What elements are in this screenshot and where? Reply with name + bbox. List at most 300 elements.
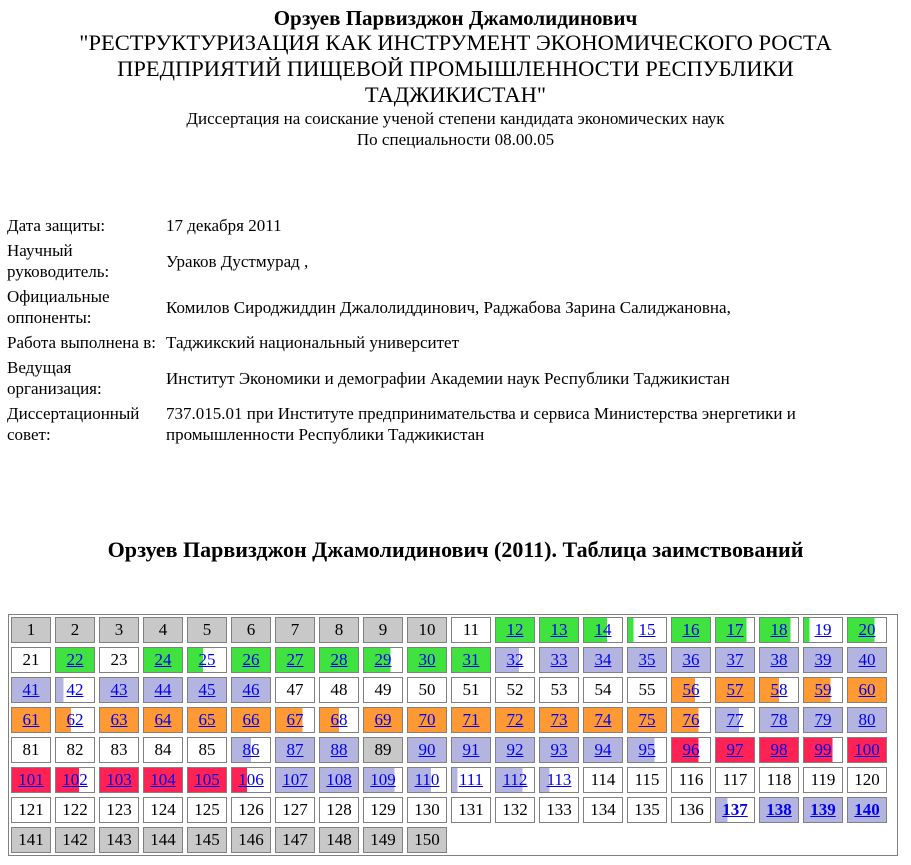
- page-cell[interactable]: [99, 707, 139, 733]
- page-link[interactable]: 63: [110, 710, 128, 729]
- page-link[interactable]: 138: [766, 800, 792, 819]
- page-cell[interactable]: [627, 737, 667, 763]
- page-link[interactable]: 18: [770, 620, 788, 639]
- page-cell[interactable]: [671, 617, 711, 643]
- page-link[interactable]: 74: [594, 710, 612, 729]
- page-link[interactable]: 93: [550, 740, 568, 759]
- page-cell[interactable]: [583, 737, 623, 763]
- info-row: [6, 356, 892, 400]
- page-cell[interactable]: [847, 737, 887, 763]
- info-value: Ураков Дустмурад ,: [166, 251, 309, 271]
- page-cell[interactable]: [231, 677, 271, 703]
- page-link[interactable]: 113: [546, 770, 572, 789]
- page-number: 55: [638, 680, 656, 699]
- page-number: 11: [462, 620, 480, 639]
- page-number: 120: [854, 770, 880, 789]
- page-link[interactable]: 46: [242, 680, 260, 699]
- page-link[interactable]: 78: [770, 710, 788, 729]
- info-label: Диссертационный совет:: [7, 404, 140, 444]
- page-link[interactable]: 109: [370, 770, 396, 789]
- page-cell[interactable]: [583, 617, 623, 643]
- page-link[interactable]: 112: [502, 770, 528, 789]
- page-cell[interactable]: [715, 617, 755, 643]
- page-link[interactable]: 110: [414, 770, 440, 789]
- page-link[interactable]: 68: [330, 710, 348, 729]
- page-link[interactable]: 102: [62, 770, 88, 789]
- page-number: 148: [326, 830, 352, 849]
- page-cell[interactable]: [539, 737, 579, 763]
- page-number: 123: [106, 800, 132, 819]
- page-cell[interactable]: [451, 767, 491, 793]
- page-link[interactable]: 37: [726, 650, 744, 669]
- page-cell: [363, 617, 403, 643]
- page-link[interactable]: 36: [682, 650, 700, 669]
- page-cell: [231, 797, 271, 823]
- info-row: [6, 214, 892, 237]
- page-link[interactable]: 40: [858, 650, 876, 669]
- page-link[interactable]: 61: [22, 710, 40, 729]
- page-cell[interactable]: [55, 707, 95, 733]
- page-cell: [143, 737, 183, 763]
- page-cell[interactable]: [99, 767, 139, 793]
- info-row: [6, 239, 892, 283]
- page-link[interactable]: 56: [682, 680, 700, 699]
- page-cell[interactable]: [803, 617, 843, 643]
- page-cell[interactable]: [231, 707, 271, 733]
- page-number: 8: [334, 620, 344, 639]
- page-cell[interactable]: [407, 767, 447, 793]
- dissertation-header: [0, 6, 911, 150]
- page-cell[interactable]: [671, 647, 711, 673]
- page-link[interactable]: 42: [66, 680, 84, 699]
- info-label: Научный руководитель:: [7, 241, 110, 281]
- page-cell[interactable]: [627, 617, 667, 643]
- page-link[interactable]: 67: [286, 710, 304, 729]
- page-link[interactable]: 86: [242, 740, 260, 759]
- page-cell[interactable]: [275, 707, 315, 733]
- page-link[interactable]: 32: [506, 650, 524, 669]
- page-link[interactable]: 90: [418, 740, 436, 759]
- page-cell[interactable]: [495, 737, 535, 763]
- page-link[interactable]: 97: [726, 740, 744, 759]
- page-number: 141: [18, 830, 44, 849]
- page-link[interactable]: 28: [330, 650, 348, 669]
- page-cell[interactable]: [187, 647, 227, 673]
- page-cell: [627, 767, 667, 793]
- page-cell[interactable]: [451, 737, 491, 763]
- page-cell[interactable]: [407, 737, 447, 763]
- page-number: 23: [110, 650, 128, 669]
- page-cell: [187, 797, 227, 823]
- page-link[interactable]: 30: [418, 650, 436, 669]
- page-link[interactable]: 22: [66, 650, 84, 669]
- page-cell: [539, 677, 579, 703]
- page-cell[interactable]: [539, 647, 579, 673]
- page-cell: [55, 797, 95, 823]
- page-cell[interactable]: [143, 677, 183, 703]
- page-cell[interactable]: [715, 737, 755, 763]
- page-number: 9: [378, 620, 388, 639]
- page-cell: [99, 647, 139, 673]
- page-link[interactable]: 96: [682, 740, 700, 759]
- page-number: 3: [114, 620, 124, 639]
- page-number: 129: [370, 800, 396, 819]
- page-cell: [99, 737, 139, 763]
- info-label: Дата защиты:: [7, 216, 106, 235]
- page-cell[interactable]: [231, 647, 271, 673]
- page-link[interactable]: 17: [726, 620, 744, 639]
- page-number: 82: [66, 740, 84, 759]
- page-cell: [99, 797, 139, 823]
- page-cell[interactable]: [275, 767, 315, 793]
- page-number: 128: [326, 800, 352, 819]
- page-cell: [275, 797, 315, 823]
- page-cell[interactable]: [363, 707, 403, 733]
- page-link[interactable]: 19: [814, 620, 832, 639]
- page-link[interactable]: 62: [66, 710, 84, 729]
- page-link[interactable]: 137: [722, 800, 748, 819]
- page-link[interactable]: 45: [198, 680, 216, 699]
- page-cell: [187, 827, 227, 853]
- page-number: 149: [370, 830, 396, 849]
- page-cell: [495, 677, 535, 703]
- page-cell: [407, 827, 447, 853]
- page-cell[interactable]: [187, 767, 227, 793]
- page-number: 122: [62, 800, 88, 819]
- page-cell: [231, 617, 271, 643]
- page-cell[interactable]: [627, 707, 667, 733]
- page-number: 6: [246, 620, 256, 639]
- page-cell[interactable]: [231, 737, 271, 763]
- page-link[interactable]: 87: [286, 740, 304, 759]
- page-cell: [99, 827, 139, 853]
- page-cell[interactable]: [803, 707, 843, 733]
- page-number: 119: [810, 770, 836, 789]
- page-cell[interactable]: [11, 707, 51, 733]
- page-cell[interactable]: [187, 677, 227, 703]
- page-link[interactable]: 24: [154, 650, 172, 669]
- page-link[interactable]: 64: [154, 710, 172, 729]
- page-cell[interactable]: [319, 767, 359, 793]
- page-number: 21: [22, 650, 40, 669]
- page-cell[interactable]: [671, 707, 711, 733]
- page-cell[interactable]: [55, 647, 95, 673]
- page-cell[interactable]: [407, 647, 447, 673]
- page-number: 48: [330, 680, 348, 699]
- page-cell: [319, 617, 359, 643]
- page-link[interactable]: 140: [854, 800, 880, 819]
- page-link[interactable]: 27: [286, 650, 304, 669]
- page-link[interactable]: 70: [418, 710, 436, 729]
- page-cell[interactable]: [231, 767, 271, 793]
- page-link[interactable]: 39: [814, 650, 832, 669]
- page-link[interactable]: 43: [110, 680, 128, 699]
- page-link[interactable]: 98: [770, 740, 788, 759]
- page-link[interactable]: 31: [462, 650, 480, 669]
- page-link[interactable]: 29: [374, 650, 392, 669]
- page-cell: [583, 677, 623, 703]
- page-cell[interactable]: [275, 737, 315, 763]
- page-number: 5: [202, 620, 212, 639]
- page-cell[interactable]: [671, 737, 711, 763]
- borrowings-table-title: Орзуев Парвизджон Джамолидинович (2011). Таблица заимствований: [107, 537, 804, 562]
- page-cell[interactable]: [803, 677, 843, 703]
- page-cell: [363, 677, 403, 703]
- page-cell[interactable]: [715, 647, 755, 673]
- page-link[interactable]: 58: [770, 680, 788, 699]
- page-cell[interactable]: [803, 737, 843, 763]
- page-cell: [627, 677, 667, 703]
- page-cell[interactable]: [671, 677, 711, 703]
- page-link[interactable]: 12: [506, 620, 524, 639]
- page-link[interactable]: 75: [638, 710, 656, 729]
- page-link[interactable]: 34: [594, 650, 612, 669]
- page-link[interactable]: 108: [326, 770, 352, 789]
- page-number: 81: [22, 740, 40, 759]
- page-number: 117: [722, 770, 748, 789]
- page-cell: [715, 767, 755, 793]
- page-cell: [803, 767, 843, 793]
- info-value: Таджикский национальный университет: [166, 333, 460, 352]
- info-row: [6, 331, 892, 354]
- page-cell: [847, 767, 887, 793]
- page-cell: [363, 737, 403, 763]
- page-cell[interactable]: [319, 647, 359, 673]
- page-cell[interactable]: [407, 707, 447, 733]
- page-cell: [451, 677, 491, 703]
- page-link[interactable]: 95: [638, 740, 656, 759]
- page-cell: [275, 827, 315, 853]
- page-cell: [11, 617, 51, 643]
- page-link[interactable]: 92: [506, 740, 524, 759]
- page-number: 83: [110, 740, 128, 759]
- page-cell[interactable]: [759, 647, 799, 673]
- page-cell: [319, 797, 359, 823]
- page-number: 116: [678, 770, 704, 789]
- page-cell[interactable]: [539, 617, 579, 643]
- page-link[interactable]: 41: [22, 680, 40, 699]
- page-cell[interactable]: [55, 767, 95, 793]
- page-cell[interactable]: [759, 737, 799, 763]
- page-cell: [275, 677, 315, 703]
- page-number: 53: [550, 680, 568, 699]
- page-number: 50: [418, 680, 436, 699]
- page-number: 51: [462, 680, 480, 699]
- page-link[interactable]: 101: [18, 770, 44, 789]
- page-link[interactable]: 79: [814, 710, 832, 729]
- page-cell[interactable]: [451, 707, 491, 733]
- page-number: 84: [154, 740, 172, 759]
- page-cell[interactable]: [759, 707, 799, 733]
- page-link[interactable]: 60: [858, 680, 876, 699]
- page-cell[interactable]: [759, 677, 799, 703]
- page-cell[interactable]: [55, 677, 95, 703]
- page-cell[interactable]: [803, 647, 843, 673]
- page-cell: [187, 737, 227, 763]
- page-cell[interactable]: [11, 677, 51, 703]
- info-value: Комилов Сироджиддин Джалолиддинович, Раджабова Зарина Салиджановна,: [166, 297, 731, 317]
- page-link[interactable]: 57: [726, 680, 744, 699]
- page-cell: [539, 797, 579, 823]
- page-cell[interactable]: [759, 617, 799, 643]
- page-link[interactable]: 77: [726, 710, 744, 729]
- page-link[interactable]: 72: [506, 710, 524, 729]
- page-cell: [451, 797, 491, 823]
- page-link[interactable]: 33: [550, 650, 568, 669]
- page-cell[interactable]: [319, 707, 359, 733]
- page-cell[interactable]: [319, 737, 359, 763]
- page-number: 124: [150, 800, 176, 819]
- page-link[interactable]: 73: [550, 710, 568, 729]
- page-link[interactable]: 13: [550, 620, 568, 639]
- page-cell[interactable]: [363, 767, 403, 793]
- page-cell[interactable]: [495, 647, 535, 673]
- page-cell[interactable]: [143, 647, 183, 673]
- page-link[interactable]: 65: [198, 710, 216, 729]
- page-link[interactable]: 25: [198, 650, 216, 669]
- page-cell: [319, 677, 359, 703]
- page-cell: [583, 767, 623, 793]
- page-cell: [407, 797, 447, 823]
- page-cell[interactable]: [99, 677, 139, 703]
- page-cell[interactable]: [583, 647, 623, 673]
- page-link[interactable]: 99: [814, 740, 832, 759]
- page-cell[interactable]: [715, 677, 755, 703]
- page-number: 135: [634, 800, 660, 819]
- page-link[interactable]: 26: [242, 650, 260, 669]
- page-cell: [495, 797, 535, 823]
- page-cell[interactable]: [275, 647, 315, 673]
- page-link[interactable]: 104: [150, 770, 176, 789]
- page-cell: [231, 827, 271, 853]
- page-cell[interactable]: [715, 797, 755, 823]
- page-number: 4: [158, 620, 168, 639]
- page-number: 132: [502, 800, 528, 819]
- page-cell[interactable]: [847, 647, 887, 673]
- page-cell[interactable]: [847, 677, 887, 703]
- page-number: 114: [590, 770, 616, 789]
- page-link[interactable]: 80: [858, 710, 876, 729]
- page-link[interactable]: 16: [682, 620, 700, 639]
- page-cell[interactable]: [583, 707, 623, 733]
- page-number: 85: [198, 740, 216, 759]
- page-cell[interactable]: [539, 707, 579, 733]
- page-cell: [319, 827, 359, 853]
- page-link[interactable]: 38: [770, 650, 788, 669]
- page-number: 131: [458, 800, 484, 819]
- page-cell: [451, 617, 491, 643]
- page-link[interactable]: 91: [462, 740, 480, 759]
- page-cell: [11, 827, 51, 853]
- page-cell[interactable]: [143, 767, 183, 793]
- page-number: 130: [414, 800, 440, 819]
- page-link[interactable]: 103: [106, 770, 132, 789]
- page-cell: [275, 617, 315, 643]
- page-link[interactable]: 88: [330, 740, 348, 759]
- page-link[interactable]: 15: [638, 620, 656, 639]
- info-row: [6, 402, 892, 446]
- page-cell[interactable]: [759, 797, 799, 823]
- page-number: 54: [594, 680, 612, 699]
- info-value: Институт Экономики и демографии Академии наук Республики Таджикистан: [166, 368, 730, 388]
- page-cell[interactable]: [11, 767, 51, 793]
- page-link[interactable]: 69: [374, 710, 392, 729]
- page-number: 134: [590, 800, 616, 819]
- page-cell[interactable]: [451, 647, 491, 673]
- page-number: 136: [678, 800, 704, 819]
- page-link[interactable]: 35: [638, 650, 656, 669]
- page-cell: [143, 827, 183, 853]
- page-link[interactable]: 105: [194, 770, 220, 789]
- page-number: 1: [26, 620, 36, 639]
- page-cell[interactable]: [187, 707, 227, 733]
- page-number: 118: [766, 770, 792, 789]
- degree-line: Диссертация на соискание ученой степени кандидата экономических наук: [186, 109, 725, 128]
- page-link[interactable]: 111: [458, 770, 484, 789]
- page-cell: [99, 617, 139, 643]
- page-cell: [55, 737, 95, 763]
- page-cell: [363, 797, 403, 823]
- page-cell: [143, 797, 183, 823]
- page-cell[interactable]: [847, 617, 887, 643]
- page-number: 47: [286, 680, 304, 699]
- page-link[interactable]: 100: [854, 740, 880, 759]
- borrowings-page-grid: [8, 614, 898, 856]
- page-cell: [143, 617, 183, 643]
- specialty-line: По специальности 08.00.05: [356, 130, 555, 149]
- info-value: 17 декабря 2011: [166, 216, 282, 235]
- page-number: 52: [506, 680, 524, 699]
- page-cell: [759, 767, 799, 793]
- page-link[interactable]: 94: [594, 740, 612, 759]
- page-link[interactable]: 14: [594, 620, 612, 639]
- page-cell[interactable]: [363, 647, 403, 673]
- page-cell[interactable]: [803, 797, 843, 823]
- info-label: Официальные оппоненты:: [7, 287, 110, 327]
- page-cell: [55, 827, 95, 853]
- page-link[interactable]: 59: [814, 680, 832, 699]
- page-cell[interactable]: [495, 617, 535, 643]
- page-cell: [671, 797, 711, 823]
- page-link[interactable]: 20: [858, 620, 876, 639]
- page-cell[interactable]: [715, 707, 755, 733]
- page-link[interactable]: 107: [282, 770, 308, 789]
- page-cell[interactable]: [495, 767, 535, 793]
- page-number: 144: [150, 830, 176, 849]
- page-cell: [363, 827, 403, 853]
- page-link[interactable]: 139: [810, 800, 836, 819]
- page-cell: [55, 617, 95, 643]
- page-cell: [627, 797, 667, 823]
- page-cell[interactable]: [847, 797, 887, 823]
- page-cell[interactable]: [847, 707, 887, 733]
- page-number: 115: [634, 770, 660, 789]
- page-cell: [11, 647, 51, 673]
- page-cell[interactable]: [495, 707, 535, 733]
- page-number: 133: [546, 800, 572, 819]
- page-cell[interactable]: [539, 767, 579, 793]
- page-cell: [11, 797, 51, 823]
- page-link[interactable]: 71: [462, 710, 480, 729]
- page-cell[interactable]: [627, 647, 667, 673]
- dissertation-title: "РЕСТРУКТУРИЗАЦИЯ КАК ИНСТРУМЕНТ ЭКОНОМИЧЕСКОГО РОСТА ПРЕДПРИЯТИЙ ПИЩЕВОЙ ПРОМЫШЛЕННОСТИ РЕСПУБЛИКИ ТАДЖИКИСТАН": [79, 30, 832, 107]
- page-link[interactable]: 76: [682, 710, 700, 729]
- page-link[interactable]: 66: [242, 710, 260, 729]
- page-cell[interactable]: [143, 707, 183, 733]
- page-link[interactable]: 106: [238, 770, 264, 789]
- page-link[interactable]: 44: [154, 680, 172, 699]
- page-number: 145: [194, 830, 220, 849]
